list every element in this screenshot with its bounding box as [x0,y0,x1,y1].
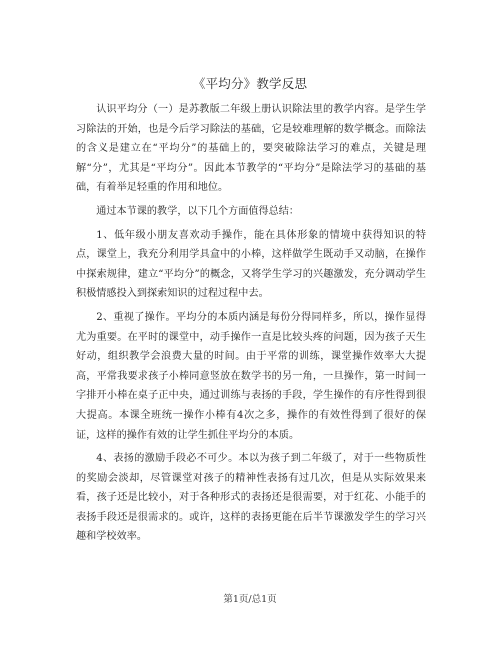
paragraph-point-1: 1、低年级小朋友喜欢动手操作，能在具体形象的情境中获得知识的特点，课堂上，我充分利用学具盒中的小棒，这样做学生既动手又动脑，在操作中探索规律，建立“平均分”的概念，又将学生学习的兴趣激发，充分调动学生积极情感投入到探索知识的过程过程中去。 [76,229,426,300]
page-footer: 第1页/总1页 [223,594,277,605]
paragraph-point-2: 2、重视了操作。平均分的本质内涵是每份分得同样多，所以，操作显得尤为重要。在平时的课堂中，动手操作一直是比较头疼的问题，因为孩子天生好动，组织教学会浪费大量的时间。由于平常的训练，课堂操作效率大大提高，平常我要求孩子小棒同意竖放在数学书的另一角，一旦操作，第一时间一字排开小棒在桌子正中央，通过训练与表扬的手段，学生操作的有序性得到很大提高。本课全班统一操作小棒有4次之多，操作的有效性得到了很好的保证，这样的操作有效的让学生抓住平均分的本质。 [76,311,426,441]
paragraph-summary-lead: 通过本节课的教学，以下几个方面值得总结： [96,205,300,217]
paragraph-intro: 认识平均分（一）是苏教版二年级上册认识除法里的教学内容。是学生学习除法的开始，也是今后学习除法的基础，它是较难理解的数学概念。而除法的含义是建立在“平均分”的基础上的，要突破除法学习的难点，关键是理解“分”，尤其是“平均分”。因此本节教学的“平均分”是除法学习的基础的基础，有着举足轻重的作用和地位。 [76,104,426,194]
paragraph-point-4: 4、表扬的激励手段必不可少。本以为孩子到二年级了，对于一些物质性的奖励会淡却，尽管课堂对孩子的精神性表扬有过几次，但是从实际效果来看，孩子还是比较小，对于各种形式的表扬还是很需要，对于红花、小能手的表扬手段还是很需求的。或许，这样的表扬更能在后半节课激发学生的学习兴趣和学校效率。 [76,453,426,543]
document-body [76,100,426,551]
document-title: 《平均分》教学反思 [192,76,308,91]
